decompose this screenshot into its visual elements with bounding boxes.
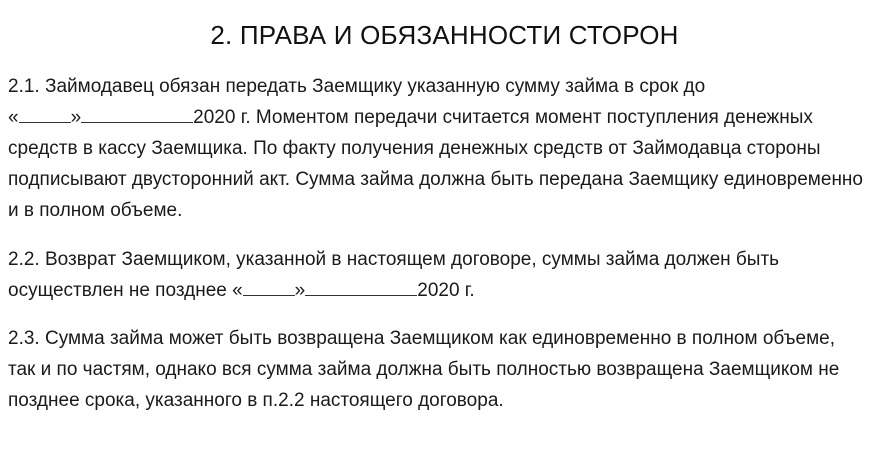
section-title: 2. ПРАВА И ОБЯЗАННОСТИ СТОРОН <box>210 20 679 50</box>
clause-2-1 <box>8 71 889 226</box>
day-blank-field <box>19 106 71 123</box>
clause-2-3-line-3: позднее срока, указанного в п.2.2 настоящего договора. <box>8 390 504 411</box>
clause-2-2-line-1: 2.2. Возврат Заемщиком, указанной в настоящем договоре, суммы займа должен быть <box>8 249 780 270</box>
return-month-blank-field <box>305 279 417 296</box>
clause-2-3-line-1: 2.3. Сумма займа может быть возвращена Заемщиком как единовременно в полном объеме, <box>8 328 836 349</box>
clause-2-1-line-2 <box>8 102 889 133</box>
close-quote: » <box>294 280 306 301</box>
clause-2-2-line-2-text: осуществлен не позднее « <box>8 280 243 301</box>
close-quote: » <box>70 107 82 128</box>
clause-2-2-line-2 <box>8 275 889 306</box>
clause-2-1-line-1: 2.1. Займодавец обязан передать Заемщику указанную сумму займа в срок до <box>8 76 706 97</box>
clause-2-2 <box>8 244 889 306</box>
clause-2-1-line-5: и в полном объеме. <box>8 200 183 221</box>
month-blank-field <box>81 106 193 123</box>
open-quote: « <box>8 107 19 128</box>
clause-2-3 <box>8 323 889 416</box>
clause-2-1-line-3: средств в кассу Заемщика. По факту получения денежных средств от Займодавца стороны <box>8 138 821 159</box>
clause-2-1-line-2-text: 2020 г. Моментом передачи считается момент поступления денежных <box>193 107 813 128</box>
clause-2-3-line-2: так и по частям, однако вся сумма займа должна быть полностью возвращена Заемщиком не <box>8 359 840 380</box>
clause-2-2-year-text: 2020 г. <box>417 280 475 301</box>
clause-2-1-line-4: подписывают двусторонний акт. Сумма займа должна быть передана Заемщику единовременно <box>8 169 863 190</box>
return-day-blank-field <box>243 279 295 296</box>
